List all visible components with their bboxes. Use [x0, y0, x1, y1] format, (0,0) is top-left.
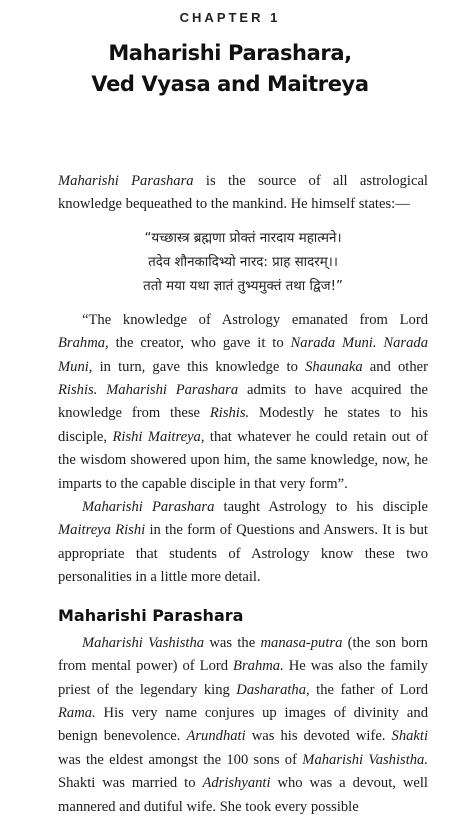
- teaching-paragraph: Maharishi Parashara taught Astrology to his disciple Maitreya Rishi in the form of Questions and Answers. It is but appropriate that students of Astrology know these two personalities in a little more detail.: [58, 499, 428, 586]
- intro-paragraph: Maharishi Parashara is the source of all astrological knowledge bequeathed to the mankind. He himself states:—: [58, 173, 428, 213]
- verse-line: ततो मया यथा ज्ञातं तुभ्यमुक्तं तथा द्विज!”: [143, 278, 343, 294]
- sanskrit-verse: [58, 227, 428, 299]
- chapter-title: [0, 38, 460, 100]
- chapter-title-line-1: Maharishi Parashara,: [108, 41, 352, 65]
- quote-paragraph: “The knowledge of Astrology emanated from Lord Brahma, the creator, who gave it to Narada Muni. Narada Muni, in turn, gave this knowledge to Shaunaka and other Rishis. Maharishi Parashara admits to have acquired the knowledge from these Rishis. Modestly he states to his disciple, Rishi Maitreya, that whatever he could retain out of the wisdom showered upon him, the same knowledge, now, he imparts to the capable disciple in that very form”.: [58, 311, 429, 492]
- verse-line: तदेव शौनकादिभ्यो नारद: प्राह सादरम्।।: [148, 254, 338, 270]
- section-heading: Maharishi Parashara: [58, 605, 244, 625]
- body-text: [58, 170, 428, 819]
- chapter-label: CHAPTER 1: [179, 10, 281, 25]
- parashara-paragraph: Maharishi Vashistha was the manasa-putra (the son born from mental power) of Lord Brahma. He was also the family priest of the legendary king Dasharatha, the father of Lord Rama. His very name conjures up images of divinity and benign benevolence. Arundhati was his devoted wife. Shakti was the eldest amongst the 100 sons of Maharishi Vashistha. Shakti was married to Adrishyanti who was a devout, well mannered and dutiful wife. She took every possible: [58, 634, 429, 815]
- chapter-title-line-2: Ved Vyasa and Maitreya: [91, 72, 369, 96]
- verse-line: “यच्छास्त्र ब्रह्मणा प्रोक्तं नारदाय महात्मने।: [144, 230, 342, 246]
